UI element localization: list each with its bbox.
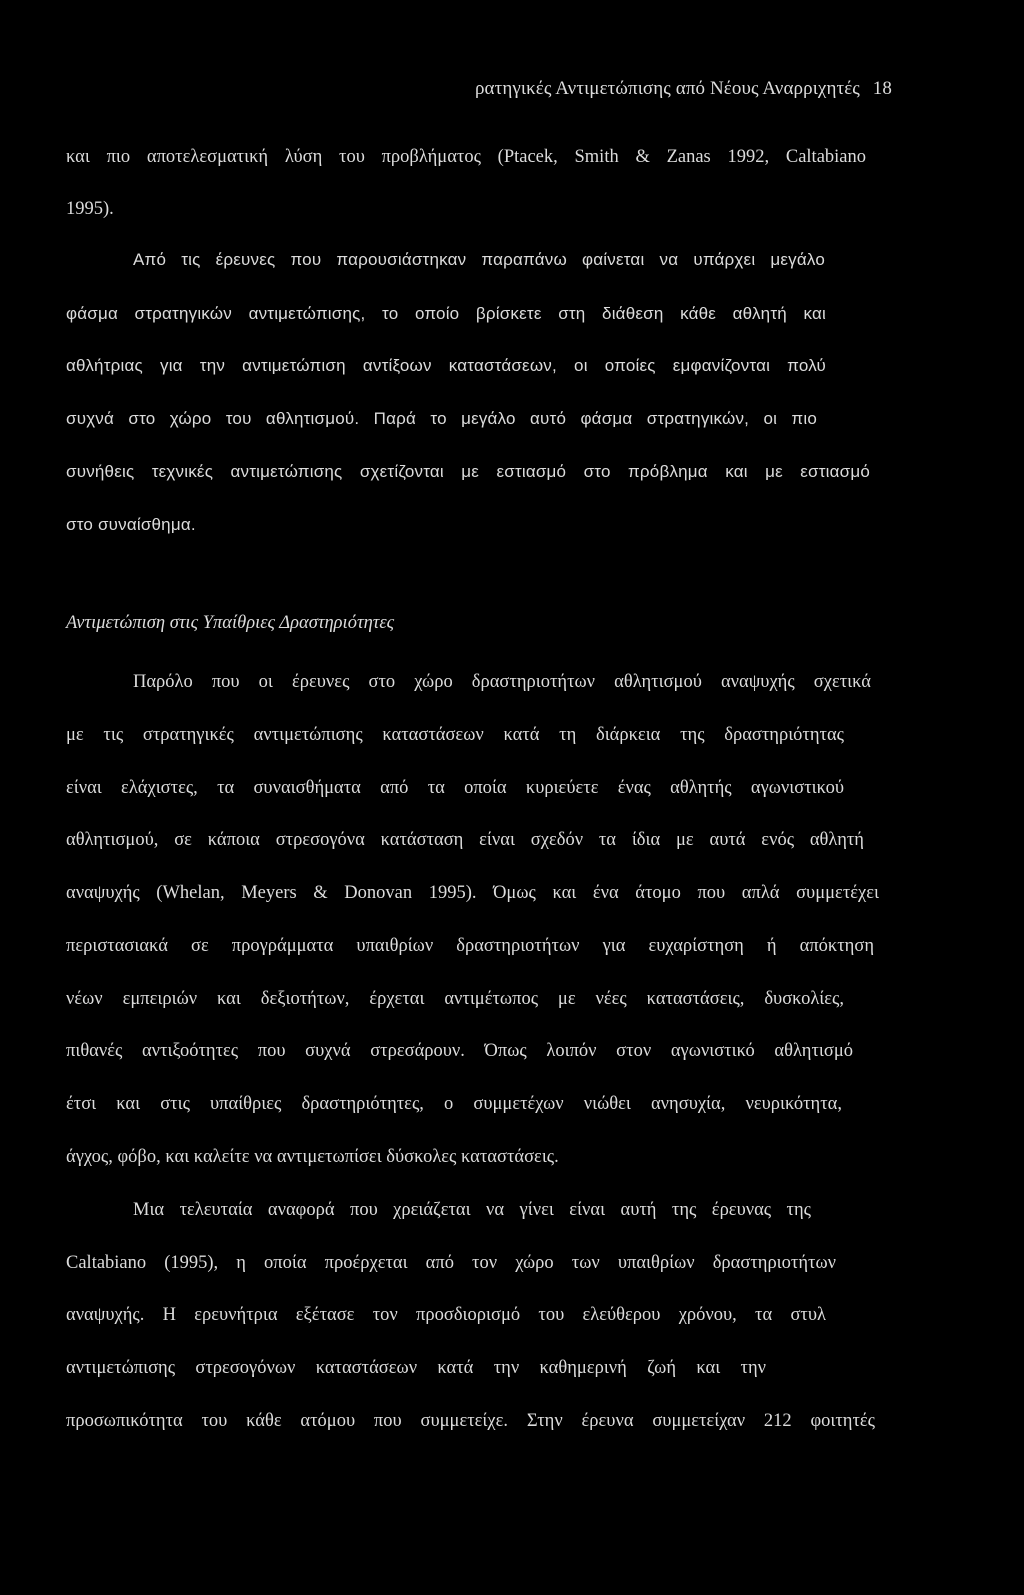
paragraph2-line: φάσμα στρατηγικών αντιμετώπισης, το οποίο βρίσκετε στη διάθεση κάθε αθλητή και [66,304,826,323]
paragraph4-line: Μια τελευταία αναφορά που χρειάζεται να γίνει είναι αυτή της έρευνας της [133,1200,811,1220]
paragraph4-line: προσωπικότητα του κάθε ατόμου που συμμετείχε. Στην έρευνα συμμετείχαν 212 φοιτητές [66,1411,875,1431]
paragraph2-line: συχνά στο χώρο του αθλητισμού. Παρά το μεγάλο αυτό φάσμα στρατηγικών, οι πιο [66,409,817,428]
paragraph2-line: αθλήτριας για την αντιμετώπιση αντίξοων καταστάσεων, οι οποίες εμφανίζονται πολύ [66,356,826,375]
paragraph2-line: στο συναίσθημα. [66,515,196,534]
paragraph3-line: είναι ελάχιστες, τα συναισθήματα από τα οποία κυριεύετε ένας αθλητής αγωνιστικού [66,778,844,798]
section-heading: Αντιμετώπιση στις Υπαίθριες Δραστηριότητες [66,613,395,633]
paragraph3-line: Παρόλο που οι έρευνες στο χώρο δραστηριοτήτων αθλητισμού αναψυχής σχετικά [133,672,871,692]
paragraph4-line: αναψυχής. Η ερευνήτρια εξέτασε τον προσδιορισμό του ελεύθερου χρόνου, τα στυλ [66,1305,826,1325]
running-title: ρατηγικές Αντιμετώπισης από Νέους Αναρριχητές [474,78,860,99]
page-number: 18 [872,78,892,99]
paragraph1-line: 1995). [66,199,114,219]
paragraph3-line: πιθανές αντιξοότητες που συχνά στρεσάρουν. Όπως λοιπόν στον αγωνιστικό αθλητισμό [66,1041,853,1061]
paragraph2-line: συνήθεις τεχνικές αντιμετώπισης σχετίζονται με εστιασμό στο πρόβλημα και με εστιασμό [66,462,870,481]
paragraph3-line: με τις στρατηγικές αντιμετώπισης καταστάσεων κατά τη διάρκεια της δραστηριότητας [66,725,844,745]
paragraph3-line: αναψυχής (Whelan, Meyers & Donovan 1995). Όμως και ένα άτομο που απλά συμμετέχει [66,883,879,903]
paragraph4-line: Caltabiano (1995), η οποία προέρχεται από τον χώρο των υπαιθρίων δραστηριοτήτων [66,1253,836,1273]
paragraph3-line: αθλητισμού, σε κάποια στρεσογόνα κατάσταση είναι σχεδόν τα ίδια με αυτά ενός αθλητή [66,830,864,850]
paragraph3-line: άγχος, φόβο, και καλείτε να αντιμετωπίσει δύσκολες καταστάσεις. [66,1147,559,1167]
paragraph4-line: αντιμετώπισης στρεσογόνων καταστάσεων κατά την καθημερινή ζωή και την [66,1358,766,1378]
paragraph3-line: νέων εμπειριών και δεξιοτήτων, έρχεται αντιμέτωπος με νέες καταστάσεις, δυσκολίες, [66,989,844,1009]
paragraph3-line: έτσι και στις υπαίθριες δραστηριότητες, ο συμμετέχων νιώθει ανησυχία, νευρικότητα, [66,1094,842,1114]
paragraph1-line: και πιο αποτελεσματική λύση του προβλήματος (Ptacek, Smith & Zanas 1992, Caltabiano [66,147,866,167]
paragraph3-line: περιστασιακά σε προγράμματα υπαιθρίων δραστηριοτήτων για ευχαρίστηση ή απόκτηση [66,936,874,956]
paragraph2-line: Από τις έρευνες που παρουσιάστηκαν παραπάνω φαίνεται να υπάρχει μεγάλο [133,250,825,269]
running-header [475,78,892,100]
